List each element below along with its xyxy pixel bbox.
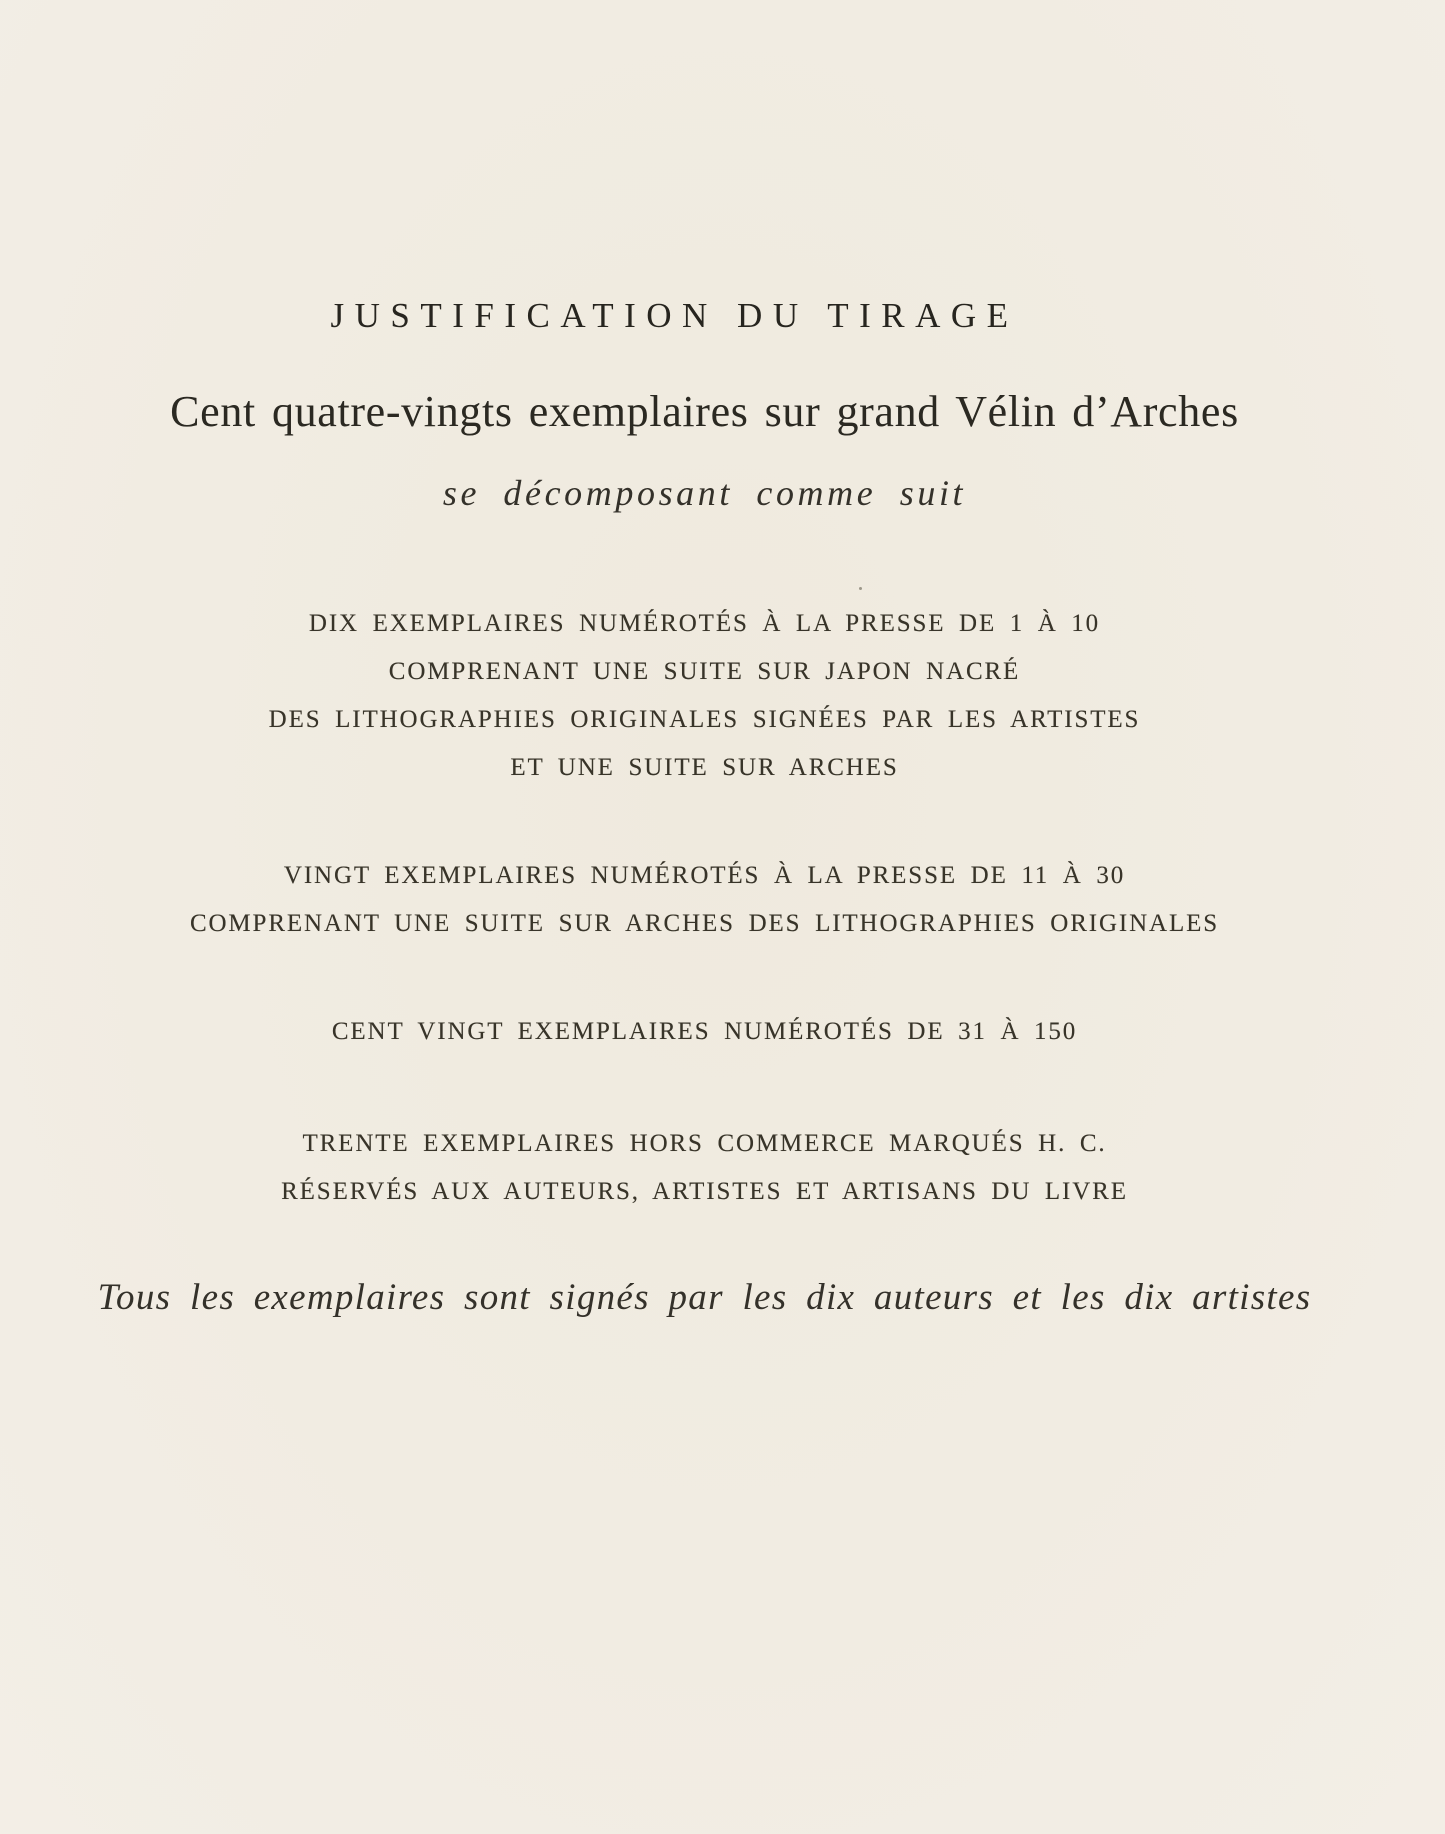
edition-subtitle: se décomposant comme suit: [442, 473, 967, 513]
edition-block-line: DES LITHOGRAPHIES ORIGINALES SIGNÉES PAR LES ARTISTES: [268, 706, 1141, 733]
edition-block-japon-suite: [0, 600, 1409, 792]
edition-block-hors-commerce: [0, 1120, 1409, 1216]
edition-block-line: TRENTE EXEMPLAIRES HORS COMMERCE MARQUÉS H. C.: [302, 1130, 1107, 1157]
edition-block-line: ET UNE SUITE SUR ARCHES: [510, 754, 899, 781]
edition-block-numbered: [0, 1008, 1409, 1056]
edition-block-arches-suite: [0, 852, 1409, 948]
page-title: JUSTIFICATION DU TIRAGE: [330, 296, 1019, 335]
edition-block-line: CENT VINGT EXEMPLAIRES NUMÉROTÉS DE 31 À 150: [331, 1018, 1078, 1045]
edition-block-line: VINGT EXEMPLAIRES NUMÉROTÉS À LA PRESSE DE 11 À 30: [283, 862, 1126, 889]
signature-statement: Tous les exemplaires sont signés par les dix auteurs et les dix artistes: [97, 1277, 1312, 1318]
edition-block-line: COMPRENANT UNE SUITE SUR JAPON NACRÉ: [388, 658, 1021, 685]
print-speck: [859, 587, 862, 590]
edition-statement: Cent quatre-vingts exemplaires sur grand Vélin d’Arches: [170, 387, 1239, 436]
edition-block-line: DIX EXEMPLAIRES NUMÉROTÉS À LA PRESSE DE 1 À 10: [308, 610, 1101, 637]
edition-block-line: COMPRENANT UNE SUITE SUR ARCHES DES LITHOGRAPHIES ORIGINALES: [189, 910, 1220, 937]
edition-block-line: RÉSERVÉS AUX AUTEURS, ARTISTES ET ARTISANS DU LIVRE: [281, 1178, 1128, 1205]
